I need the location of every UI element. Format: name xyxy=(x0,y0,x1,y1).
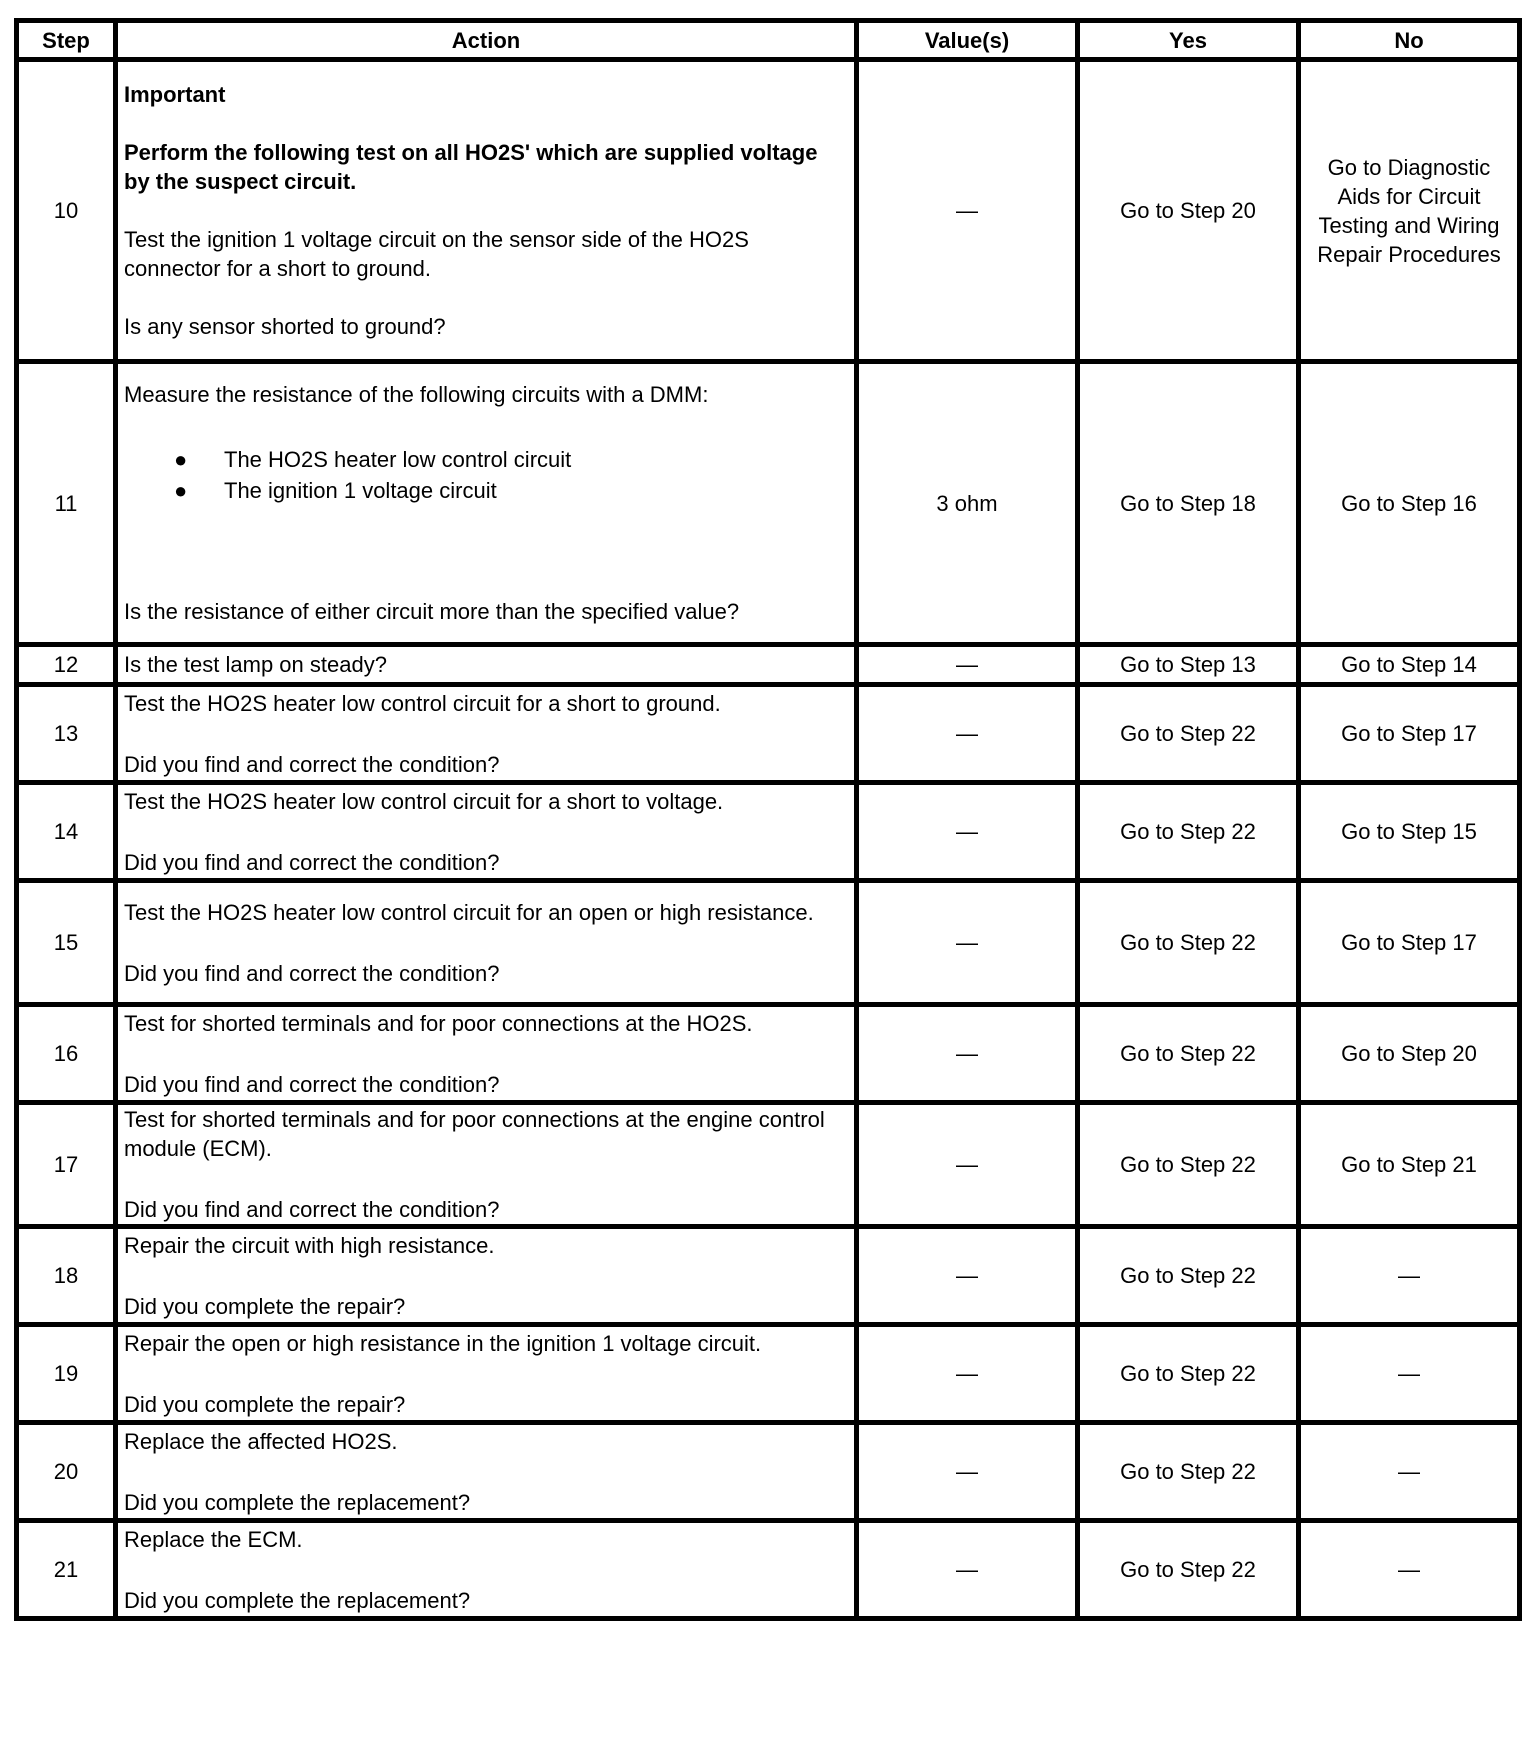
action-instruction: Test for shorted terminals and for poor connections at the HO2S. xyxy=(124,1010,753,1036)
value-cell: — xyxy=(857,1227,1078,1325)
value-cell: — xyxy=(857,1103,1078,1227)
value-cell: — xyxy=(857,685,1078,783)
table-row xyxy=(17,362,1520,645)
action-question: Did you find and correct the condition? xyxy=(124,849,500,875)
yes-link[interactable]: Go to Step 22 xyxy=(1078,783,1299,881)
diagnostic-table xyxy=(14,18,1522,1621)
no-link[interactable]: Go to Step 16 xyxy=(1299,362,1520,645)
table-row xyxy=(17,881,1520,1005)
table-row xyxy=(17,1521,1520,1619)
action-cell xyxy=(116,1423,857,1521)
step-number: 13 xyxy=(17,685,116,783)
action-cell xyxy=(116,645,857,685)
bullet-icon: ● xyxy=(174,478,188,503)
yes-link[interactable]: Go to Step 13 xyxy=(1078,645,1299,685)
action-cell xyxy=(116,1005,857,1103)
step-number: 14 xyxy=(17,783,116,881)
step-number: 10 xyxy=(17,60,116,362)
no-link[interactable]: Go to Step 21 xyxy=(1299,1103,1520,1227)
value-cell: — xyxy=(857,1325,1078,1423)
yes-link[interactable]: Go to Step 22 xyxy=(1078,1423,1299,1521)
table-row xyxy=(17,60,1520,362)
no-cell: — xyxy=(1299,1423,1520,1521)
circuit-list xyxy=(124,445,848,505)
no-cell: — xyxy=(1299,1227,1520,1325)
action-question: Is the test lamp on steady? xyxy=(124,652,387,677)
action-question: Did you find and correct the condition? xyxy=(124,960,500,986)
value-cell: — xyxy=(857,1005,1078,1103)
no-link[interactable]: Go to Step 20 xyxy=(1299,1005,1520,1103)
step-number: 16 xyxy=(17,1005,116,1103)
yes-link[interactable]: Go to Step 22 xyxy=(1078,1325,1299,1423)
table-row xyxy=(17,1103,1520,1227)
table-row xyxy=(17,1227,1520,1325)
action-question: Did you find and correct the condition? xyxy=(124,751,500,777)
step-number: 12 xyxy=(17,645,116,685)
action-instruction: Test the ignition 1 voltage circuit on the sensor side of the HO2S connector for a short to ground. xyxy=(124,227,749,281)
no-link[interactable]: Go to Step 17 xyxy=(1299,685,1520,783)
action-instruction: Measure the resistance of the following circuits with a DMM: xyxy=(124,382,709,407)
header-no: No xyxy=(1299,21,1520,60)
header-action: Action xyxy=(116,21,857,60)
step-number: 21 xyxy=(17,1521,116,1619)
table-row xyxy=(17,783,1520,881)
action-instruction: Repair the circuit with high resistance. xyxy=(124,1232,495,1258)
action-question: Is any sensor shorted to ground? xyxy=(124,314,446,339)
table-row xyxy=(17,645,1520,685)
no-cell: — xyxy=(1299,1325,1520,1423)
yes-link[interactable]: Go to Step 18 xyxy=(1078,362,1299,645)
yes-link[interactable]: Go to Step 22 xyxy=(1078,1521,1299,1619)
step-number: 11 xyxy=(17,362,116,645)
value-cell: — xyxy=(857,645,1078,685)
value-cell: — xyxy=(857,881,1078,1005)
action-cell xyxy=(116,783,857,881)
value-cell: — xyxy=(857,1521,1078,1619)
value-cell: — xyxy=(857,783,1078,881)
header-step: Step xyxy=(17,21,116,60)
value-cell: — xyxy=(857,1423,1078,1521)
no-link[interactable]: Go to Step 17 xyxy=(1299,881,1520,1005)
yes-link[interactable]: Go to Step 22 xyxy=(1078,1103,1299,1227)
action-cell xyxy=(116,1227,857,1325)
action-question: Did you complete the replacement? xyxy=(124,1587,471,1613)
yes-link[interactable]: Go to Step 22 xyxy=(1078,1227,1299,1325)
action-instruction: Test for shorted terminals and for poor connections at the engine control module (ECM). xyxy=(124,1107,825,1161)
yes-link[interactable]: Go to Step 22 xyxy=(1078,1005,1299,1103)
action-instruction: Replace the ECM. xyxy=(124,1526,303,1552)
action-cell xyxy=(116,881,857,1005)
action-cell xyxy=(116,685,857,783)
important-text: Perform the following test on all HO2S' which are supplied voltage by the suspect circuit. xyxy=(124,140,818,194)
header-values: Value(s) xyxy=(857,21,1078,60)
yes-link[interactable]: Go to Step 20 xyxy=(1078,60,1299,362)
action-cell xyxy=(116,60,857,362)
action-cell xyxy=(116,1103,857,1227)
value-cell: — xyxy=(857,60,1078,362)
list-item: ● The ignition 1 voltage circuit xyxy=(174,478,497,503)
step-number: 19 xyxy=(17,1325,116,1423)
action-cell xyxy=(116,1521,857,1619)
value-cell: 3 ohm xyxy=(857,362,1078,645)
table-row xyxy=(17,685,1520,783)
no-link[interactable]: Go to Diagnostic Aids for Circuit Testing and Wiring Repair Procedures xyxy=(1299,60,1520,362)
action-question: Did you complete the replacement? xyxy=(124,1489,471,1515)
step-number: 18 xyxy=(17,1227,116,1325)
action-instruction: Test the HO2S heater low control circuit for an open or high resistance. xyxy=(124,899,814,925)
action-question: Did you find and correct the condition? xyxy=(124,1071,500,1097)
header-yes: Yes xyxy=(1078,21,1299,60)
step-number: 15 xyxy=(17,881,116,1005)
action-instruction: Test the HO2S heater low control circuit for a short to ground. xyxy=(124,690,721,716)
yes-link[interactable]: Go to Step 22 xyxy=(1078,685,1299,783)
action-instruction: Repair the open or high resistance in the ignition 1 voltage circuit. xyxy=(124,1330,762,1356)
bullet-icon: ● xyxy=(174,447,188,472)
table-row xyxy=(17,1325,1520,1423)
action-cell xyxy=(116,362,857,645)
step-number: 20 xyxy=(17,1423,116,1521)
no-cell: — xyxy=(1299,1521,1520,1619)
list-item: ● The HO2S heater low control circuit xyxy=(174,447,572,472)
no-link[interactable]: Go to Step 15 xyxy=(1299,783,1520,881)
table-row xyxy=(17,1423,1520,1521)
action-question: Did you complete the repair? xyxy=(124,1293,406,1319)
step-number: 17 xyxy=(17,1103,116,1227)
action-question: Is the resistance of either circuit more than the specified value? xyxy=(124,599,740,624)
no-link[interactable]: Go to Step 14 xyxy=(1299,645,1520,685)
action-cell xyxy=(116,1325,857,1423)
important-label: Important xyxy=(124,82,226,107)
action-question: Did you complete the repair? xyxy=(124,1391,406,1417)
yes-link[interactable]: Go to Step 22 xyxy=(1078,881,1299,1005)
action-instruction: Test the HO2S heater low control circuit for a short to voltage. xyxy=(124,788,724,814)
header-row xyxy=(17,21,1520,60)
action-instruction: Replace the affected HO2S. xyxy=(124,1428,398,1454)
table-row xyxy=(17,1005,1520,1103)
action-question: Did you find and correct the condition? xyxy=(124,1197,500,1222)
